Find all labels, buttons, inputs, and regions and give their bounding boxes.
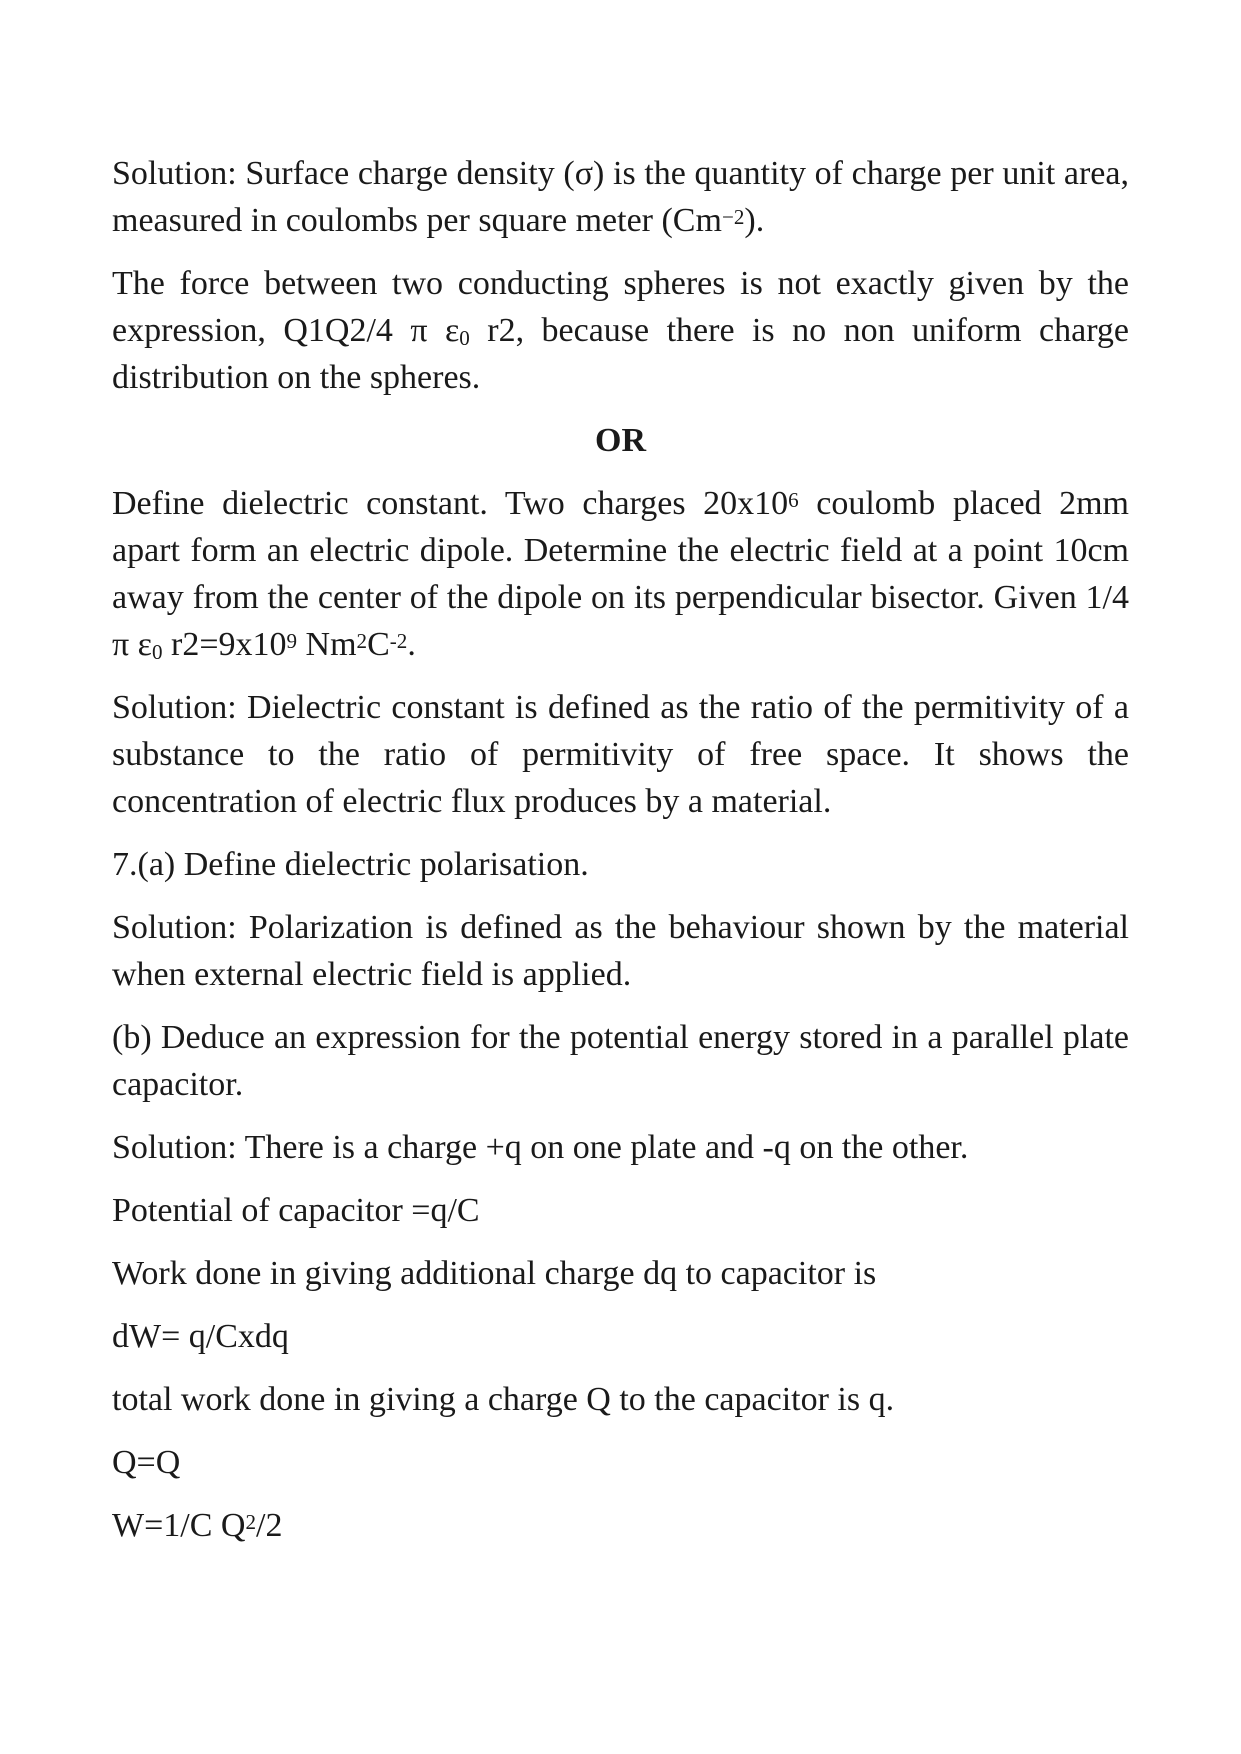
or-separator: OR	[595, 422, 646, 459]
text: .	[407, 626, 416, 663]
paragraph-dielectric-solution: Solution: Dielectric constant is defined as the ratio of the permitivity of a substance to the ratio of permitivity of free space. It shows the concentration of electric flux produces by a material.	[112, 689, 1129, 820]
equation-q: Q=Q	[112, 1444, 181, 1481]
paragraph-capacitor-charges: Solution: There is a charge +q on one plate and -q on the other.	[112, 1129, 969, 1166]
subscript: 0	[151, 640, 163, 665]
text: coulomb placed 2mm apart form an electric dipole. Determine the electric field at a point 10cm away from the center of the dipole on its perpendicular bisector. Given 1/4 π ε	[112, 485, 1138, 663]
superscript: −2	[721, 204, 745, 229]
superscript: 2	[245, 1509, 256, 1534]
text: The force between two conducting spheres is not exactly given by the expression, Q1Q2/4 π ε	[112, 265, 1138, 349]
subscript: 0	[459, 326, 470, 351]
paragraph-work-done: Work done in giving additional charge dq to capacitor is	[112, 1255, 877, 1292]
paragraph-polarization-solution: Solution: Polarization is defined as the behaviour shown by the material when external electric field is applied.	[112, 909, 1129, 993]
paragraph-force-between-spheres	[112, 260, 1138, 401]
superscript: 2	[356, 628, 368, 653]
text: r2=9x10	[162, 626, 287, 663]
superscript: -2	[389, 628, 408, 653]
paragraph-potential-of-capacitor: Potential of capacitor =q/C	[112, 1192, 480, 1229]
document-page	[112, 150, 1138, 1565]
superscript: 9	[286, 628, 298, 653]
paragraph-dielectric-question	[112, 480, 1138, 668]
text: /2	[256, 1507, 283, 1544]
equation-w	[112, 1502, 1129, 1549]
text: ).	[744, 202, 765, 239]
paragraph-question-7b: (b) Deduce an expression for the potential energy stored in a parallel plate capacitor.	[112, 1019, 1129, 1103]
text: W=1/C Q	[112, 1507, 246, 1544]
equation-dw: dW= q/Cxdq	[112, 1318, 289, 1355]
text: r2, because there is no non uniform charge distribution on the spheres.	[112, 312, 1138, 396]
text: Define dielectric constant. Two charges 20x10	[112, 485, 789, 522]
text: Nm	[297, 626, 357, 663]
text: C	[367, 626, 390, 663]
paragraph-total-work: total work done in giving a charge Q to the capacitor is q.	[112, 1381, 895, 1418]
text: Solution: Surface charge density (σ) is the quantity of charge per unit area, measured in coulombs per square meter (Cm	[112, 155, 1138, 239]
paragraph-surface-charge-density	[112, 150, 1138, 244]
superscript: 6	[788, 487, 799, 512]
paragraph-question-7a: 7.(a) Define dielectric polarisation.	[112, 846, 589, 883]
